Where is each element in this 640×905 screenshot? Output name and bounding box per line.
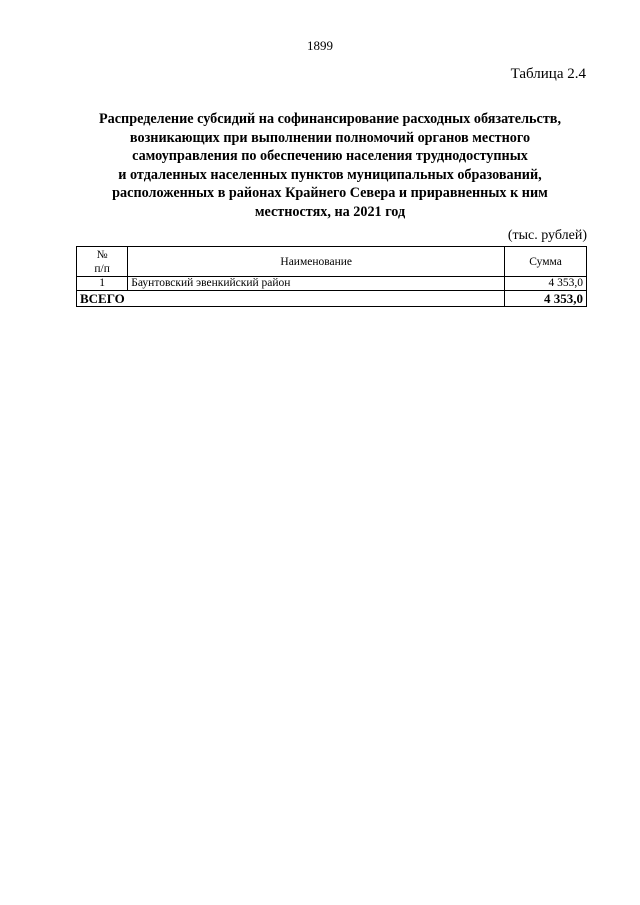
page-number: 1899 (307, 38, 333, 53)
header-number-abbrev: п/п (94, 262, 110, 275)
title-line: самоуправления по обеспечению населения труднодоступных (132, 148, 528, 164)
row-sum: 4 353,0 (505, 277, 587, 291)
header-number (77, 247, 128, 277)
total-label: ВСЕГО (77, 291, 128, 307)
header-sum: Сумма (505, 247, 587, 277)
subsidy-table (76, 246, 587, 307)
title-line: возникающих при выполнении полномочий органов местного (129, 129, 531, 146)
total-spacer (128, 291, 505, 307)
total-sum: 4 353,0 (505, 291, 587, 307)
units-label: (тыс. рублей) (507, 228, 587, 243)
document-title (70, 110, 590, 221)
table-label: Таблица 2.4 (510, 66, 586, 82)
table-header-row (77, 247, 587, 277)
title-line: местностях, на 2021 год (254, 203, 406, 220)
table-row (77, 277, 587, 291)
title-line: расположенных в районах Крайнего Севера и приравненных к ним (112, 185, 548, 201)
header-number-symbol: № (96, 248, 108, 261)
total-row (77, 291, 587, 307)
row-number: 1 (77, 277, 128, 291)
header-name: Наименование (128, 247, 505, 277)
row-name: Баунтовский эвенкийский район (128, 277, 505, 291)
title-line: и отдаленных населенных пунктов муниципальных образований, (118, 166, 542, 183)
title-line: Распределение субсидий на софинансирование расходных обязательств, (98, 111, 562, 127)
